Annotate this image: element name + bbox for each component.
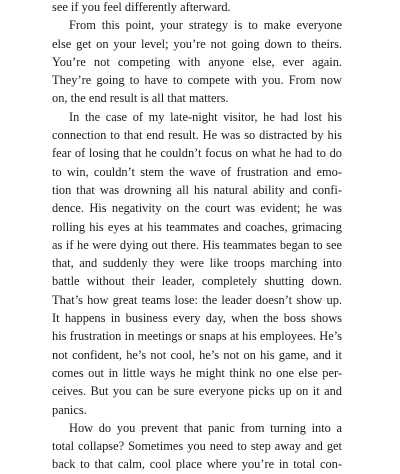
- text-line: That’s how great teams lose: the leader doesn’t show up.: [52, 292, 342, 307]
- text-line: panics.: [52, 402, 87, 417]
- text-line: dence. His negativity on the court was evident; he was: [52, 201, 342, 216]
- text-line: to win, couldn’t stem the wave of frustration and emo-: [52, 164, 342, 179]
- text-line: else get on your level; you’re not going down to theirs.: [52, 36, 342, 51]
- paragraph: [52, 419, 342, 474]
- text-line: ceives. But you can be sure everyone picks up on it and: [52, 384, 342, 399]
- paragraph: [52, 108, 342, 419]
- text-line: that, and suddenly they were like troops marching into: [52, 256, 342, 271]
- text-line: not confident, he’s not cool, he’s not on his game, and it: [52, 347, 342, 362]
- text-line: They’re going to have to compete with you. From now: [52, 73, 342, 88]
- text-line: In the case of my late-night visitor, he had lost his: [69, 109, 342, 124]
- text-line: You’re not competing with anyone else, ever again.: [52, 54, 342, 69]
- text-line: comes out in little ways he might think no one else per-: [52, 365, 342, 380]
- text-line: on, the end result is all that matters.: [52, 91, 229, 106]
- text-line: see if you feel differently afterward.: [52, 0, 231, 14]
- text-line: How do you prevent that panic from turning into a: [69, 420, 342, 435]
- text-line: total collapse? Sometimes you need to step away and get: [52, 439, 342, 454]
- text-line: fear of losing that he couldn’t focus on what he had to do: [52, 146, 342, 161]
- text-line: connection to that end result. He was so distracted by his: [52, 128, 342, 143]
- paragraph: [52, 16, 342, 107]
- text-line: as if he were dying out there. His teammates began to see: [52, 237, 342, 252]
- text-line: rolling his eyes at his teammates and coaches, grimacing: [52, 219, 342, 234]
- text-line: tion that was drowning all his natural ability and confi-: [52, 182, 342, 197]
- text-line: From this point, your strategy is to make everyone: [69, 18, 342, 33]
- text-line: It happens in business every day, when the boss shows: [52, 311, 342, 326]
- body-text: [52, 0, 342, 474]
- text-line: battle without their leader, completely shutting down.: [52, 274, 342, 289]
- text-line: back to that calm, cool place where you’re in total con-: [52, 457, 342, 472]
- paragraph: [52, 0, 342, 16]
- text-line: his frustration in meetings or snaps at his employees. He’s: [52, 329, 342, 344]
